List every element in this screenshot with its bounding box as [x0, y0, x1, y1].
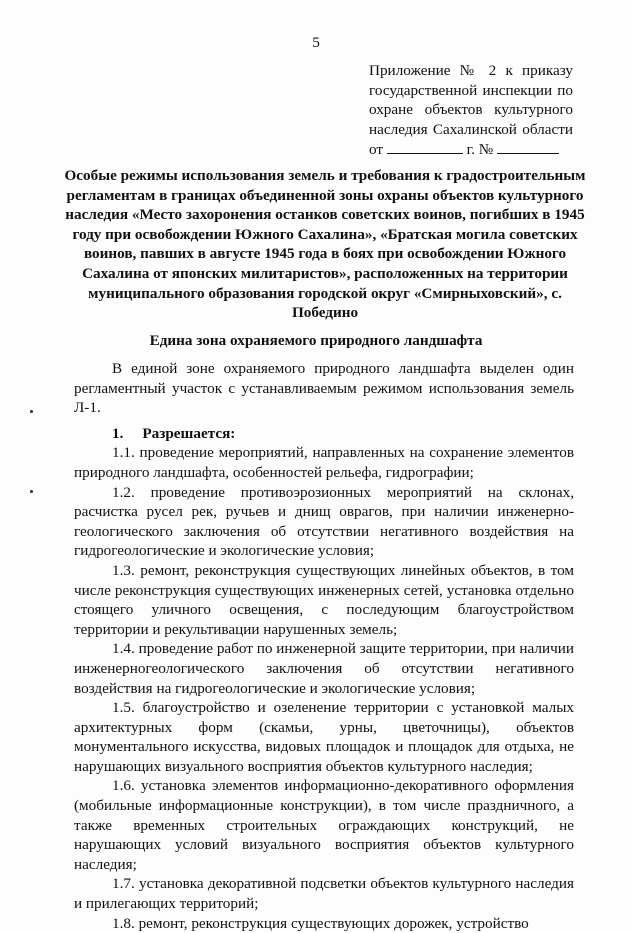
- document-title: Особые режимы использования земель и требования к градостроительным регламентам в границах объединенной зоны охраны объектов культурного наследия «Место захоронения останков советских воинов, погибших в 1945 году при освобождении Южного Сахалина», «Братская могила советских воинов, павших в августе 1945 года в боях при освобождении Южного Сахалина от японских милитаристов», расположенных на территории муниципального образования городской округ «Смирныховский», с. Победино: [64, 167, 586, 322]
- document-body: [74, 359, 574, 933]
- number-blank: [497, 139, 559, 154]
- annex-date-prefix: от: [369, 141, 384, 159]
- annex-number-prefix: г. №: [466, 141, 494, 159]
- date-blank: [387, 139, 463, 154]
- list-item: 1.2. проведение противоэрозионных мероприятий на склонах, расчистка русел рек, ручьев и днищ оврагов, при наличии инженерно-геологического заключения об отсутствии негативного воздействия на гидрогеологические и экологические условия;: [74, 483, 574, 560]
- section-heading: 1. Разрешается:: [112, 424, 236, 442]
- section-subtitle: Едина зона охраняемого природного ландшафта: [149, 332, 483, 349]
- list-item: 1.3. ремонт, реконструкция существующих линейных объектов, в том числе реконструкция существующих инженерных сетей, установка отдельно стоящего уличного освещения, с последующим благоустройством территории и рекультивации нарушенных земель;: [74, 561, 574, 638]
- list-item: 1.4. проведение работ по инженерной защите территории, при наличии инженерногеологического заключения об отсутствии негативного воздействия на гидрогеологические и экологические условия;: [74, 640, 574, 697]
- page-number: 5: [312, 34, 320, 51]
- annex-line: Приложение № 2 к приказу: [369, 62, 573, 79]
- list-item: 1.7. установка декоративной подсветки объектов культурного наследия и прилегающих территорий;: [74, 875, 574, 913]
- annex-line: государственной инспекции по: [369, 81, 573, 99]
- list-item: 1.5. благоустройство и озеленение территории с установкой малых архитектурных форм (скамьи, урны, цветочницы), объектов монументального искусства, видовых площадок и площадок для отдыха, не нарушающих визуального восприятия объектов культурного наследия;: [74, 699, 574, 775]
- list-item: 1.8. ремонт, реконструкция существующих дорожек, устройство: [112, 914, 529, 932]
- annex-line: охране объектов культурного: [369, 101, 573, 119]
- list-item: 1.6. установка элементов информационно-декоративного оформления (мобильные информационные конструкции), в том числе праздничного, а также временных строительных ограждающих конструкций, не нарушающих условий визуального восприятия объектов культурного наследия;: [74, 777, 574, 873]
- list-item: 1.1. проведение мероприятий, направленных на сохранение элементов природного ландшафта, особенностей рельефа, гидрографии;: [74, 444, 574, 481]
- annex-line: наследия Сахалинской области: [369, 120, 573, 138]
- annex-block: [369, 61, 573, 160]
- annex-date-line: [369, 139, 573, 160]
- scan-mark: [30, 410, 33, 413]
- intro-paragraph: В единой зоне охраняемого природного ландшафта выделен один регламентный участок с устанавливаемым режимом использования земель Л-1.: [74, 360, 574, 417]
- scan-mark: [30, 490, 33, 493]
